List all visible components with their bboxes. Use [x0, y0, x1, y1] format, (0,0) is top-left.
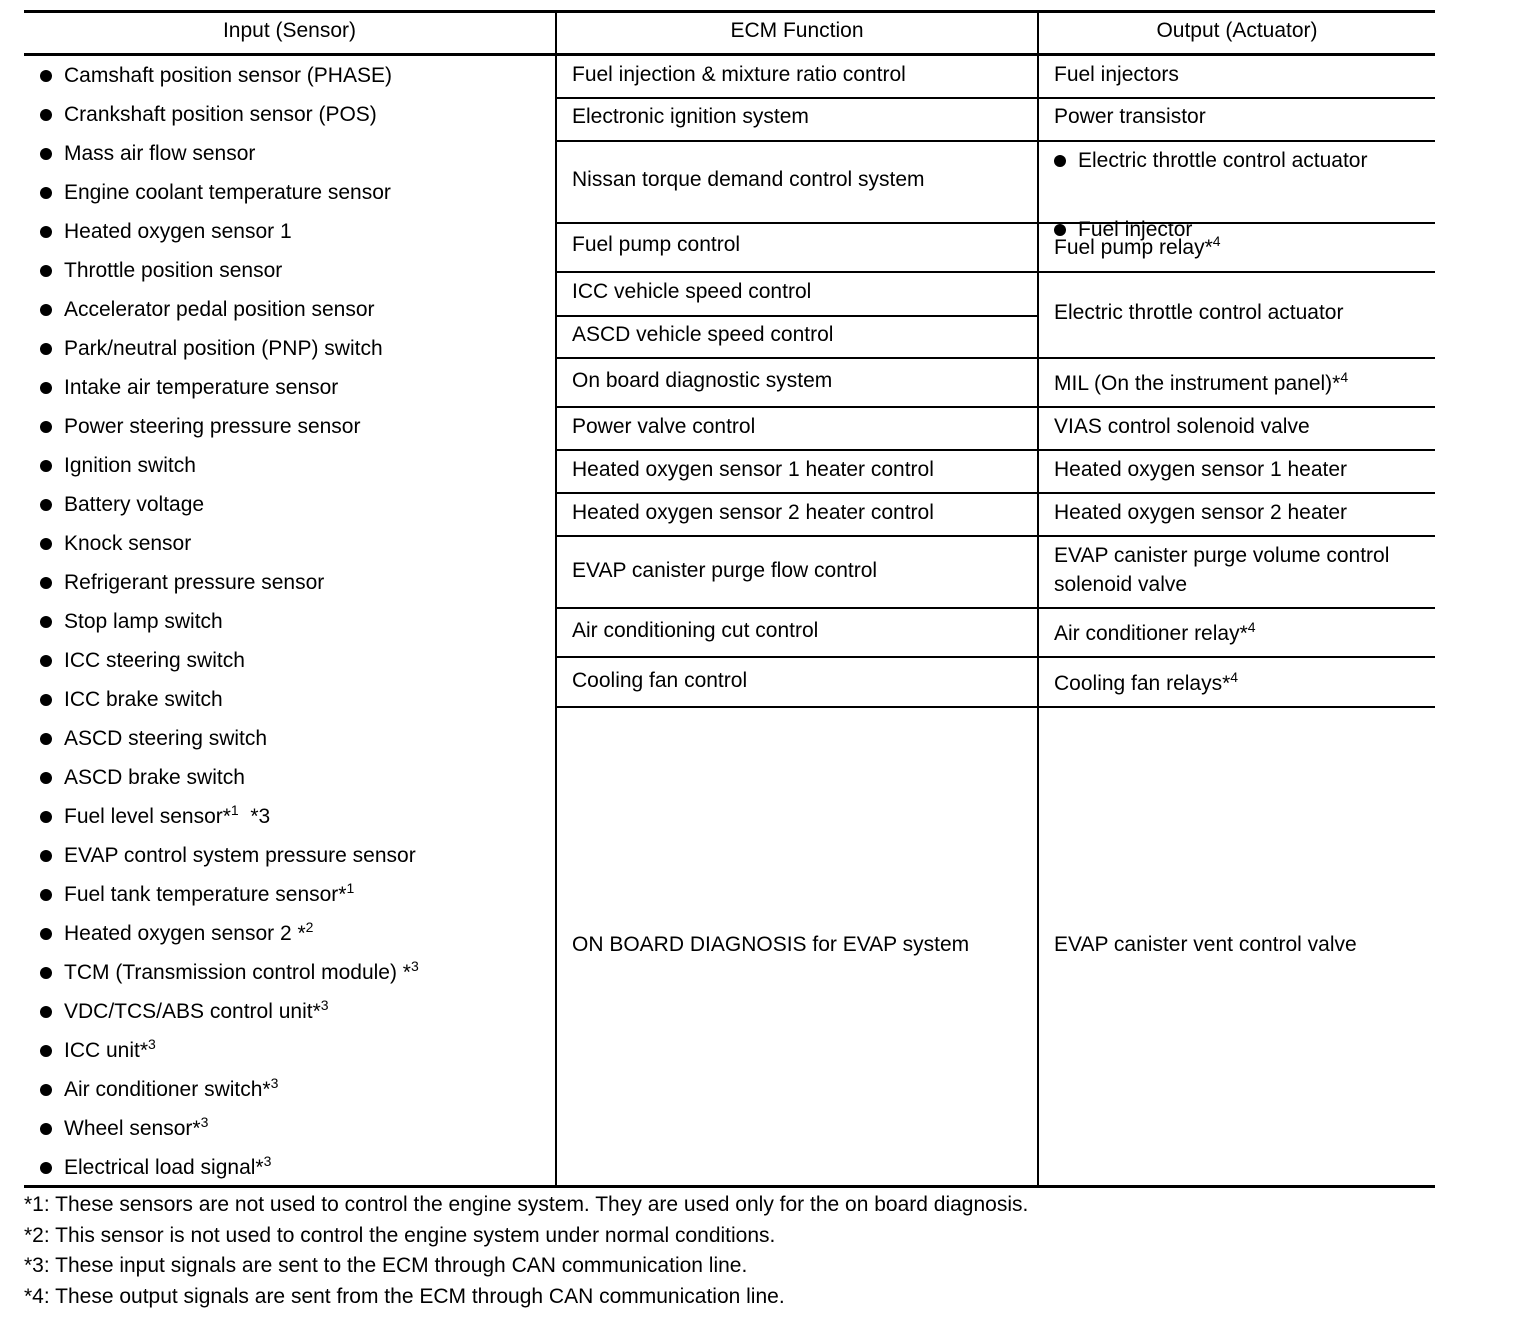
output-cell: Heated oxygen sensor 1 heater — [1054, 458, 1348, 481]
function-cell: Heated oxygen sensor 1 heater control — [572, 458, 934, 481]
column-divider-2 — [1037, 12, 1039, 1186]
input-item: Stop lamp switch — [40, 602, 419, 641]
function-cell: Fuel pump control — [572, 233, 741, 256]
input-item: ASCD steering switch — [40, 719, 419, 758]
row-rule — [556, 406, 1435, 408]
footnotes — [24, 1190, 1028, 1312]
function-cell: ASCD vehicle speed control — [572, 323, 834, 346]
function-cell: Electronic ignition system — [572, 105, 809, 128]
input-item: Heated oxygen sensor 1 — [40, 212, 419, 251]
output-cell: solenoid valve — [1054, 573, 1188, 596]
function-cell: Air conditioning cut control — [572, 619, 819, 642]
input-item: Engine coolant temperature sensor — [40, 173, 419, 212]
footnote: *1: These sensors are not used to control the engine system. They are used only for the on board diagnosis. — [24, 1193, 1029, 1216]
row-rule — [556, 271, 1435, 273]
input-item: Power steering pressure sensor — [40, 407, 419, 446]
output-cell: Air conditioner relay*$^4$ — [1054, 619, 1256, 645]
output-bullet-item: Fuel injector — [1054, 215, 1520, 245]
function-cell: On board diagnostic system — [572, 369, 833, 392]
function-cell: Cooling fan control — [572, 669, 748, 692]
row-rule — [556, 535, 1435, 537]
function-cell: Heated oxygen sensor 2 heater control — [572, 501, 934, 524]
input-item: Mass air flow sensor — [40, 134, 419, 173]
output-cell: Power transistor — [1054, 105, 1206, 128]
row-rule — [556, 449, 1435, 451]
output-cell: Heated oxygen sensor 2 heater — [1054, 501, 1348, 524]
function-cell: Nissan torque demand control system — [572, 168, 925, 191]
input-item: VDC/TCS/ABS control unit*$^3$ — [40, 992, 419, 1031]
output-bullet-item: Electric throttle control actuator — [1054, 146, 1520, 176]
input-sensor-list — [40, 56, 419, 1187]
input-item: Fuel level sensor*$^1$ *3 — [40, 797, 419, 836]
input-item: ICC unit*$^3$ — [40, 1031, 419, 1070]
header-input: Input (Sensor) — [222, 19, 357, 42]
row-rule — [556, 140, 1435, 142]
row-rule — [556, 357, 1435, 359]
footnote: *2: This sensor is not used to control the engine system under normal conditions. — [24, 1223, 776, 1247]
output-cell: MIL (On the instrument panel)*$^4$ — [1054, 369, 1349, 395]
input-item: Crankshaft position sensor (POS) — [40, 95, 419, 134]
row-rule — [556, 97, 1435, 99]
input-item: Electrical load signal*$^3$ — [40, 1148, 419, 1187]
row-rule — [556, 706, 1435, 708]
input-item: EVAP control system pressure sensor — [40, 836, 419, 875]
function-cell: Power valve control — [572, 415, 756, 438]
output-cell: EVAP canister vent control valve — [1054, 933, 1357, 956]
column-divider-1 — [555, 12, 557, 1186]
row-rule — [556, 315, 1038, 317]
footnote: *3: These input signals are sent to the ECM through CAN communication line. — [24, 1254, 748, 1277]
function-cell: ON BOARD DIAGNOSIS for EVAP system — [572, 933, 970, 956]
input-item: Battery voltage — [40, 485, 419, 524]
input-item: Refrigerant pressure sensor — [40, 563, 419, 602]
input-item: ASCD brake switch — [40, 758, 419, 797]
input-item: ICC steering switch — [40, 641, 419, 680]
output-cell: Electric throttle control actuator — [1054, 301, 1344, 324]
function-cell: ICC vehicle speed control — [572, 280, 812, 303]
input-item: Throttle position sensor — [40, 251, 419, 290]
function-cell: Fuel injection & mixture ratio control — [572, 63, 906, 86]
input-item: Knock sensor — [40, 524, 419, 563]
input-item: Heated oxygen sensor 2 *$^2$ — [40, 914, 419, 953]
input-item: TCM (Transmission control module) *$^3$ — [40, 953, 419, 992]
table-top-rule — [24, 10, 1435, 13]
input-item: Wheel sensor*$^3$ — [40, 1109, 419, 1148]
input-item: Park/neutral position (PNP) switch — [40, 329, 419, 368]
header-ecm-function: ECM Function — [730, 19, 864, 42]
input-item: Accelerator pedal position sensor — [40, 290, 419, 329]
row-rule — [556, 607, 1435, 609]
input-item: Fuel tank temperature sensor*$^1$ — [40, 875, 419, 914]
output-cell: EVAP canister purge volume control — [1054, 544, 1390, 567]
function-cell: EVAP canister purge flow control — [572, 559, 878, 582]
input-item: Ignition switch — [40, 446, 419, 485]
output-cell: Fuel pump relay*$^4$ — [1054, 233, 1221, 259]
row-rule — [556, 492, 1435, 494]
output-cell: Cooling fan relays*$^4$ — [1054, 669, 1239, 695]
output-cell: VIAS control solenoid valve — [1054, 415, 1310, 438]
output-cell: Fuel injectors — [1054, 63, 1179, 86]
input-item: Camshaft position sensor (PHASE) — [40, 56, 419, 95]
input-item: Intake air temperature sensor — [40, 368, 419, 407]
input-item: Air conditioner switch*$^3$ — [40, 1070, 419, 1109]
footnote: *4: These output signals are sent from the ECM through CAN communication line. — [24, 1284, 785, 1308]
header-output: Output (Actuator) — [1156, 19, 1318, 42]
input-item: ICC brake switch — [40, 680, 419, 719]
row-rule — [556, 656, 1435, 658]
